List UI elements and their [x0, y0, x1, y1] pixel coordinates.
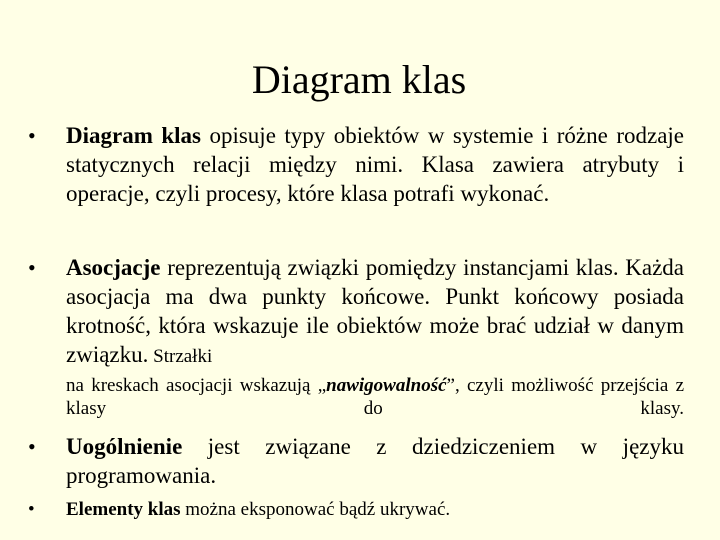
bullet-body [66, 121, 684, 208]
bullet-text: jest związane z dziedziczeniem w języku programowania. [66, 434, 684, 488]
bullet-marker: • [28, 499, 35, 520]
slide-title-text: Diagram klas [251, 57, 467, 102]
bullet-diagram-klas [28, 121, 684, 208]
bullet-bold-term: Elementy klas [66, 499, 181, 520]
nawigowalnosc-term: nawigowalność [326, 375, 447, 396]
bullet-elementy-klas [28, 498, 684, 521]
bullet-text-tail: Strzałki [148, 346, 213, 367]
bullet-bold-term: Asocjacje [66, 255, 161, 280]
bullet-marker: • [28, 123, 36, 148]
slide-title [0, 52, 720, 108]
bullet-text: reprezentują związki pomiędzy instancjami klas. Każda asocjacja ma dwa punkty końcowe. Punkt końcowy posiada krotność, która wskazuje ile obiektów może brać udział w danym związku. [66, 255, 684, 367]
bullet-body [66, 498, 684, 521]
continuation-text-1: na kreskach asocjacji wskazują „ [66, 375, 327, 396]
bullet-uogolnienie [28, 432, 684, 490]
bullet-text: można eksponować bądź ukrywać. [180, 499, 451, 520]
bullet-marker: • [28, 434, 36, 459]
bullet-bold-term: Uogólnienie [66, 434, 183, 459]
bullet-body [66, 432, 684, 490]
bullet-text: opisuje typy obiektów w systemie i różne rodzaje statycznych relacji między nimi. Klasa zawiera atrybuty i operacje, czyli procesy, które klasa potrafi wykonać. [66, 123, 684, 206]
bullet-asocjacje [28, 253, 684, 369]
bullet-body [66, 253, 684, 369]
bullet-marker: • [28, 255, 36, 280]
bullet-bold-term: Diagram klas [66, 123, 201, 148]
continuation-text-2: ”, czyli możliwość przejścia z klasy do klasy. [66, 375, 685, 419]
bullet-asocjacje-continuation [66, 374, 684, 420]
